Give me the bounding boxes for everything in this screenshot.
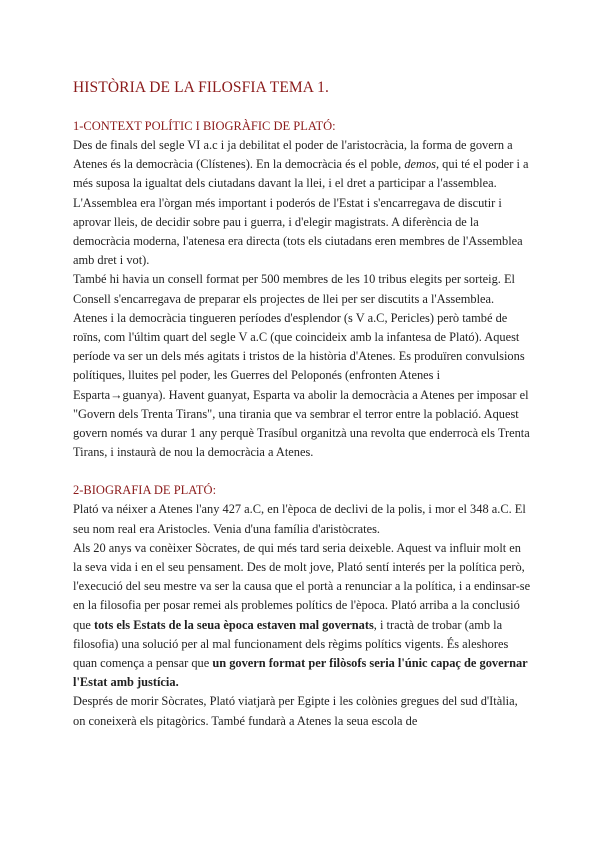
paragraph-text: Als 20 anys va conèixer Sòcrates, de qui més tard seria deixeble. Aquest va influir molt en la seva vida i en el seu pensament. Des de molt jove, Plató sentí interés per la política però, l'execució del seu mestre va ser la causa que el portà a renunciar a la política, i a endinsar-se en la filosofia per posar remei als problemes polítics de l'època. Plató arriba a la conclusió que — [73, 540, 531, 632]
paragraph-text: Des de finals del segle VI a.c i ja debilitat el poder de l'aristocràcia, la forma de govern a Atenes és la democràcia (Clístenes). En la democràcia és el poble, — [73, 138, 513, 172]
demos-term: demos, — [404, 157, 440, 172]
paragraph-socrates — [73, 539, 533, 693]
paragraph-text: , i tractà de trobar (amb la filosofia) una solució per al mal funcionament dels règims polítics vigents. És aleshores quan comença a pensar que — [73, 617, 509, 671]
document-page — [73, 70, 533, 731]
bold-phrase: un govern format per filòsofs seria l'únic capaç de governar l'Estat amb justícia. — [73, 656, 528, 690]
paragraph-text: qui té el poder i a més suposa la igualtat dels ciutadans davant la llei, i el dret a participar a l'assemblea. — [73, 157, 529, 191]
section-heading-context: 1-CONTEXT POLÍTIC I BIOGRÀFIC DE PLATÓ: — [73, 119, 336, 133]
paragraph-history: Atenes i la democràcia tingueren períodes d'esplendor (s V a.C, Pericles) però també de roïns, com l'últim quart del segle V a.C (que coincideix amb la infantesa de Plató). Aquest període va ser un dels més agitats i tristos de la història d'Atenes. Es produïren convulsions polítiques, lluites pel poder, les Guerres del Peloponés (enfronten Atenes i Esparta→guanya). Havent guanyat, Esparta va abolir la democràcia a Atenes per imposar el "Govern dels Trenta Tirans", una tirania que va sembrar el terror entre la població. Aquest govern només va durar 1 any perquè Trasíbul organitzà una revolta que enderrocà els Trenta Tirans, i instaurà de nou la democràcia a Atenes. — [73, 310, 530, 460]
paragraph-democracy — [73, 136, 533, 194]
paragraph-assembly: L'Assemblea era l'òrgan més important i poderós de l'Estat i s'encarregava de discutir i aprovar lleis, de decidir sobre pau i guerra, i d'elegir magistrats. A diferència de la democràcia moderna, l'atenesa era directa (tots els ciutadans eren membres de l'Assemblea amb dret i vot). — [73, 195, 523, 268]
paragraph-council: També hi havia un consell format per 500 membres de les 10 tribus elegits per sorteig. El Consell s'encarregava de preparar els projectes de llei per ser discutits a l'Assemblea. — [73, 272, 515, 306]
paragraph-travels: Després de morir Sòcrates, Plató viatjarà per Egipte i les colònies gregues del sud d'Itàlia, on coneixerà els pitagòrics. També fundarà a Atenes la seua escola de — [73, 694, 518, 728]
bold-phrase: tots els Estats de la seua època estaven mal governats — [94, 617, 374, 632]
paragraph-birth: Plató va néixer a Atenes l'any 427 a.C, en l'època de declivi de la polis, i mor el 348 a.C. El seu nom real era Aristocles. Venia d'una família d'aristòcrates. — [73, 502, 526, 536]
document-title: HISTÒRIA DE LA FILOSFIA TEMA 1. — [73, 79, 330, 96]
section-heading-biography: 2-BIOGRAFIA DE PLATÓ: — [73, 483, 217, 498]
